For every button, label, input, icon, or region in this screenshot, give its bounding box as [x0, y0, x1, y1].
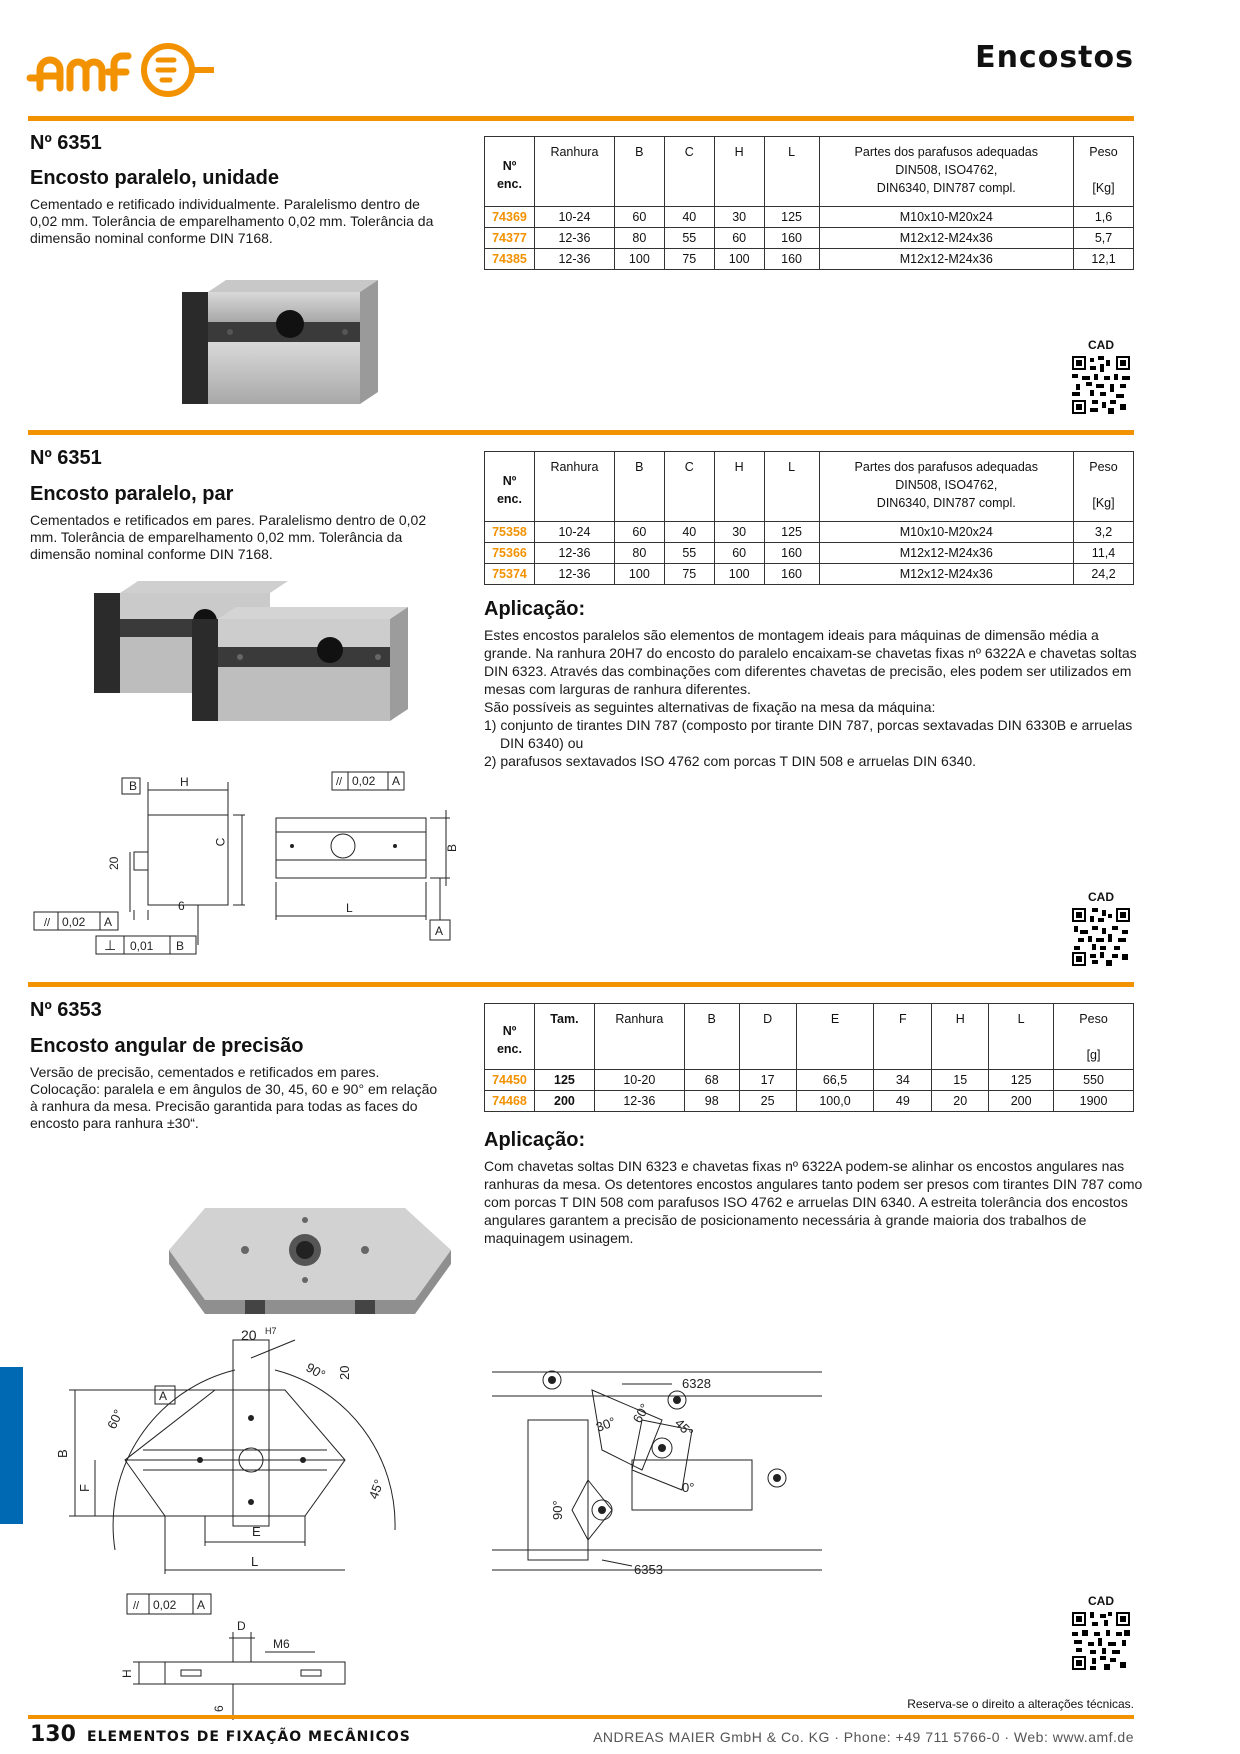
- col-header: D: [739, 1004, 796, 1070]
- table-row: [485, 522, 1134, 543]
- technical-drawing-parallel-side: [30, 770, 250, 960]
- tolerance-value: 0,02: [352, 774, 376, 788]
- label-B: B: [55, 1449, 70, 1458]
- cell: 75: [664, 249, 714, 270]
- label-45deg: 45°: [365, 1477, 387, 1502]
- cell: 17: [739, 1070, 796, 1091]
- qr-code-icon[interactable]: [1072, 356, 1130, 414]
- order-code: 75366: [485, 543, 535, 564]
- product-photo-angular: [165, 1200, 455, 1320]
- col-order-number: Nº enc.: [485, 452, 535, 522]
- product-name: Encosto paralelo, unidade: [30, 167, 279, 189]
- flatness-symbol-icon: //: [133, 1600, 140, 1612]
- application-heading: Aplicação:: [484, 598, 586, 620]
- application-text: [484, 626, 1144, 770]
- cell: 125: [989, 1070, 1054, 1091]
- product-number: Nº 6351: [30, 132, 102, 154]
- product-photo-parallel-pair: [90, 575, 420, 725]
- company-info: ANDREAS MAIER GmbH & Co. KG · Phone: +49 711 5766-0 · Web: www.amf.de: [593, 1729, 1134, 1745]
- cell: 25: [739, 1091, 796, 1112]
- cell: 66,5: [796, 1070, 874, 1091]
- col-header: Ranhura: [534, 452, 614, 522]
- col-screw-parts: Partes dos parafusos adequadas DIN508, ISO4762, DIN6340, DIN787 compl.: [819, 452, 1073, 522]
- application-paragraph: 2) parafusos sextavados ISO 4762 com porcas T DIN 508 e arruelas DIN 6340.: [484, 753, 977, 769]
- product-number: Nº 6351: [30, 447, 102, 469]
- cell: 55: [664, 228, 714, 249]
- cell: 68: [684, 1070, 739, 1091]
- order-code: 74385: [485, 249, 535, 270]
- col-header: Ranhura: [594, 1004, 684, 1070]
- label-90deg: 90°: [303, 1359, 329, 1383]
- col-header: B: [684, 1004, 739, 1070]
- cell: 100,0: [796, 1091, 874, 1112]
- label-60deg: 60°: [104, 1407, 127, 1432]
- cell: M10x10-M20x24: [819, 522, 1073, 543]
- label-L: L: [346, 901, 353, 915]
- cad-download[interactable]: CAD: [1070, 890, 1132, 971]
- datum-A: A: [159, 1389, 168, 1403]
- page-title: Encostos: [975, 40, 1134, 75]
- cell: 60: [714, 543, 764, 564]
- cell: 60: [714, 228, 764, 249]
- cell: 60: [614, 207, 664, 228]
- section-divider: [28, 982, 1134, 987]
- footnote: Reserva-se o direito a alterações técnicas.: [907, 1697, 1134, 1711]
- cell: 3,2: [1074, 522, 1134, 543]
- cell: 100: [714, 249, 764, 270]
- chapter-tab: [0, 1367, 23, 1524]
- cell: 30: [714, 207, 764, 228]
- cell: 12-36: [534, 543, 614, 564]
- cell: 160: [764, 564, 819, 585]
- label-B: B: [445, 843, 459, 852]
- product-number: Nº 6353: [30, 999, 102, 1021]
- col-header: B: [614, 137, 664, 207]
- label-C: C: [213, 837, 228, 847]
- table-row: [485, 249, 1134, 270]
- section-divider: [28, 430, 1134, 435]
- cell: 11,4: [1074, 543, 1134, 564]
- table-row: [485, 543, 1134, 564]
- label-H: H: [180, 775, 189, 789]
- label-45deg: 45°: [671, 1415, 697, 1441]
- cell: 12-36: [534, 249, 614, 270]
- cell: M12x12-M24x36: [819, 228, 1073, 249]
- cell: 49: [874, 1091, 932, 1112]
- col-weight: Peso [Kg]: [1074, 137, 1134, 207]
- cell: 34: [874, 1070, 932, 1091]
- cell: 30: [714, 522, 764, 543]
- technical-drawing-parallel-front: [270, 770, 470, 960]
- product-description: Cementados e retificados em pares. Paralelismo dentro de 0,02 mm. Tolerância de emparelhamento 0,02 mm. Tolerância da dimensão nominal conforme DIN 7168.: [30, 512, 427, 562]
- cell: 1900: [1054, 1091, 1134, 1112]
- cell: M12x12-M24x36: [819, 543, 1073, 564]
- order-code: 74369: [485, 207, 535, 228]
- datum-A: A: [435, 924, 444, 938]
- spec-table: [484, 1003, 1134, 1112]
- table-row: [485, 564, 1134, 585]
- label-H7: H7: [265, 1326, 277, 1336]
- cell: 200: [534, 1091, 594, 1112]
- col-header: C: [664, 452, 714, 522]
- order-code: 74377: [485, 228, 535, 249]
- cell: 200: [989, 1091, 1054, 1112]
- label-6328: 6328: [682, 1376, 711, 1391]
- order-code: 75374: [485, 564, 535, 585]
- page-number: 130: [30, 1722, 76, 1747]
- cad-download[interactable]: CAD: [1070, 1594, 1132, 1675]
- label-30deg: 30°: [593, 1413, 618, 1435]
- cell: 60: [614, 522, 664, 543]
- cell: 40: [664, 522, 714, 543]
- label-H: H: [120, 1669, 134, 1678]
- col-header: L: [764, 452, 819, 522]
- application-paragraph: São possíveis as seguintes alternativas de fixação na mesa da máquina:: [484, 699, 936, 715]
- cell: 10-20: [594, 1070, 684, 1091]
- label-20H7: 20: [337, 1365, 352, 1380]
- col-header: E: [796, 1004, 874, 1070]
- technical-drawing-angular-side: [120, 1592, 355, 1722]
- tolerance-value: 0,02: [153, 1598, 177, 1612]
- cell: 75: [664, 564, 714, 585]
- cell: 160: [764, 228, 819, 249]
- setup-drawing-angular: [492, 1360, 822, 1590]
- label-20H7: 20: [107, 856, 121, 870]
- table-row: [485, 207, 1134, 228]
- cell: 40: [664, 207, 714, 228]
- product-photo-parallel-single: [180, 272, 380, 412]
- col-header: Tam.: [534, 1004, 594, 1070]
- product-name: Encosto paralelo, par: [30, 483, 234, 505]
- label-B: B: [129, 779, 138, 793]
- cell: 55: [664, 543, 714, 564]
- cell: 160: [764, 543, 819, 564]
- col-header: B: [614, 452, 664, 522]
- cell: 5,7: [1074, 228, 1134, 249]
- datum-A: A: [104, 915, 113, 929]
- cell: 98: [684, 1091, 739, 1112]
- application-paragraph: Estes encostos paralelos são elementos de montagem ideais para máquinas de dimensão média a grande. Na ranhura 20H7 do encosto do paralelo encaixam-se chavetas fixas nº 6322A e chavetas soltas DIN 6323. Através das combinações com diferentes chavetas de precisão, eles podem ser utilizados em mesas com larguras de ranhura diferentes.: [484, 627, 1137, 697]
- datum-B: B: [176, 939, 185, 953]
- application-heading: Aplicação:: [484, 1129, 586, 1151]
- cell: 100: [614, 564, 664, 585]
- label-60deg: 60°: [629, 1400, 653, 1426]
- cell: 100: [714, 564, 764, 585]
- tolerance-value: 0,01: [130, 939, 154, 953]
- cell: 100: [614, 249, 664, 270]
- perpendicularity-symbol-icon: ⊥: [104, 937, 117, 953]
- cell: 12,1: [1074, 249, 1134, 270]
- qr-code-icon[interactable]: [1072, 908, 1130, 966]
- cell: 160: [764, 249, 819, 270]
- cad-download[interactable]: CAD: [1070, 338, 1132, 419]
- cell: 12-36: [534, 228, 614, 249]
- table-row: [485, 228, 1134, 249]
- label-F: F: [77, 1484, 92, 1492]
- cell: 12-36: [534, 564, 614, 585]
- label-M6: M6: [273, 1637, 290, 1651]
- application-text: [484, 1157, 1144, 1247]
- application-paragraph: Com chavetas soltas DIN 6323 e chavetas fixas nº 6322A podem-se alinhar os encostos angulares nas ranhuras da mesa. Os detentores encostos angulares tanto podem ser presos com tirantes DIN 787 como com porcas T DIN 508 com parafusos ISO 4762 e arruelas DIN 6340. A estreita tolerância dos encostos angulares garantem a precisão de posicionamento necessária à grande maioria dos trabalhos de maquinagem usinagem.: [484, 1158, 1143, 1246]
- section-divider: [28, 116, 1134, 121]
- label-6: 6: [212, 1705, 226, 1712]
- product-name: Encosto angular de precisão: [30, 1035, 304, 1057]
- label-L: L: [251, 1554, 259, 1569]
- datum-A: A: [197, 1598, 206, 1612]
- amf-logo: [28, 40, 218, 100]
- cell: 10-24: [534, 522, 614, 543]
- cell: M10x10-M20x24: [819, 207, 1073, 228]
- col-header: H: [714, 137, 764, 207]
- label-0deg: 0°: [682, 1480, 695, 1495]
- technical-drawing-angular-top: [55, 1326, 435, 1590]
- cell: 24,2: [1074, 564, 1134, 585]
- col-header: L: [764, 137, 819, 207]
- col-header: H: [714, 452, 764, 522]
- col-header: H: [932, 1004, 989, 1070]
- flatness-symbol-icon: //: [336, 776, 343, 788]
- cell: M12x12-M24x36: [819, 249, 1073, 270]
- product-description: Versão de precisão, cementados e retificados em pares. Colocação: paralela e em ângulos de 30, 45, 60 e 90° em relação à ranhura da mesa. Precisão garantida para todas as faces do encosto para ranhura ±30“.: [30, 1064, 438, 1131]
- spec-table: [484, 451, 1134, 585]
- cell: 80: [614, 228, 664, 249]
- col-weight: Peso [g]: [1054, 1004, 1134, 1070]
- application-paragraph: 1) conjunto de tirantes DIN 787 (composto por tirante DIN 787, porcas sextavadas DIN 6330B e arruelas DIN 6340) ou: [484, 717, 1133, 751]
- cell: 125: [764, 207, 819, 228]
- cell: 20: [932, 1091, 989, 1112]
- col-header: F: [874, 1004, 932, 1070]
- cell: M12x12-M24x36: [819, 564, 1073, 585]
- col-header: C: [664, 137, 714, 207]
- order-code: 74450: [485, 1070, 535, 1091]
- cell: 125: [764, 522, 819, 543]
- col-order-number: Nº enc.: [485, 137, 535, 207]
- flatness-symbol-icon: //: [44, 917, 51, 929]
- col-screw-parts: Partes dos parafusos adequadas DIN508, ISO4762, DIN6340, DIN787 compl.: [819, 137, 1073, 207]
- cell: 12-36: [594, 1091, 684, 1112]
- table-row: [485, 1070, 1134, 1091]
- col-weight: Peso [Kg]: [1074, 452, 1134, 522]
- spec-table: [484, 136, 1134, 270]
- order-code: 75358: [485, 522, 535, 543]
- cell: 125: [534, 1070, 594, 1091]
- label-D: D: [237, 1619, 246, 1633]
- label-20H7: 20: [241, 1327, 257, 1343]
- cell: 10-24: [534, 207, 614, 228]
- footer-divider: [28, 1715, 1134, 1719]
- label-90deg: 90°: [550, 1500, 565, 1520]
- col-header: Ranhura: [534, 137, 614, 207]
- label-6: 6: [178, 899, 185, 913]
- table-row: [485, 1091, 1134, 1112]
- col-order-number: Nº enc.: [485, 1004, 535, 1070]
- order-code: 74468: [485, 1091, 535, 1112]
- label-6353: 6353: [634, 1562, 663, 1577]
- cell: 80: [614, 543, 664, 564]
- product-description: Cementado e retificado individualmente. Paralelismo dentro de 0,02 mm. Tolerância de emparelhamento 0,02 mm. Tolerância da dimensão nominal conforme DIN 7168.: [30, 196, 434, 246]
- tolerance-value: 0,02: [62, 915, 86, 929]
- footer-section: [30, 1722, 411, 1747]
- qr-code-icon[interactable]: [1072, 1612, 1130, 1670]
- cell: 550: [1054, 1070, 1134, 1091]
- col-header: L: [989, 1004, 1054, 1070]
- datum-A: A: [392, 774, 401, 788]
- chapter-title: ELEMENTOS DE FIXAÇÃO MECÂNICOS: [87, 1729, 411, 1745]
- cell: 15: [932, 1070, 989, 1091]
- cell: 1,6: [1074, 207, 1134, 228]
- label-E: E: [252, 1524, 261, 1539]
